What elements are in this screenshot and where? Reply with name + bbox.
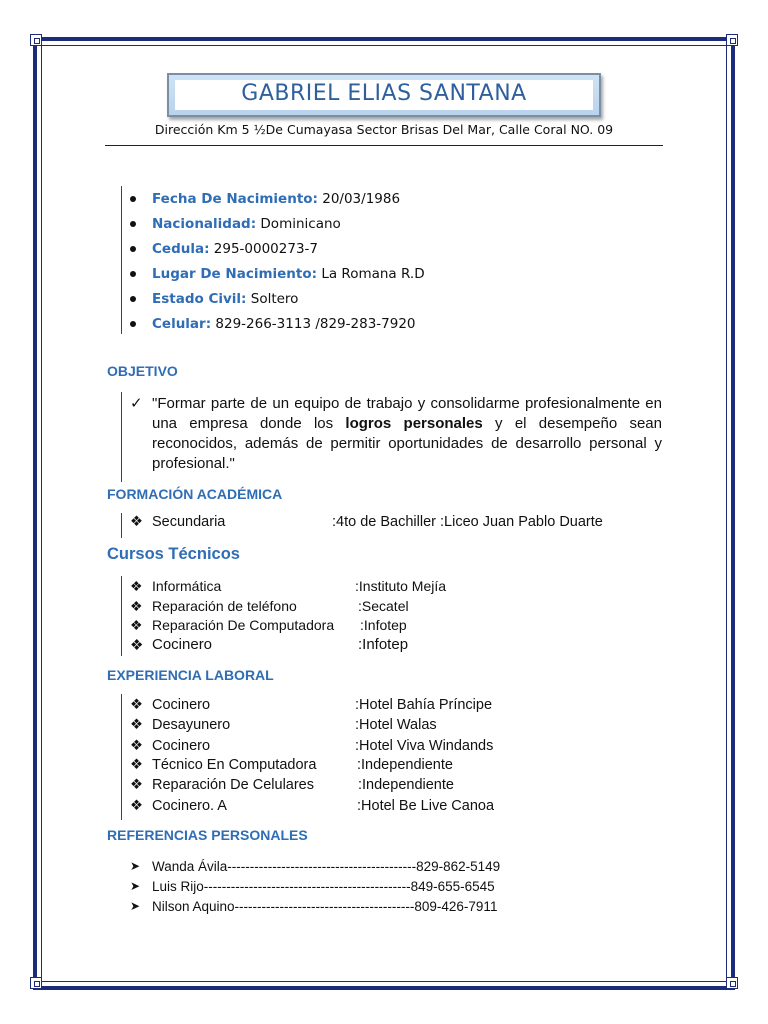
name-banner (167, 73, 601, 117)
bullet-icon (130, 321, 136, 327)
personal-info-item: Cedula: 295-0000273-7 (130, 240, 425, 265)
objective-text: "Formar parte de un equipo de trabajo y consolidarme profesionalmente en una empresa donde los logros personales y el desempeño sean reconocidos, además de permitir oportunidades de desarrollo personal y profesional." (152, 395, 662, 472)
bullet-icon (130, 221, 136, 227)
diamond-bullet-icon: ❖ (130, 798, 143, 814)
diamond-bullet-icon: ❖ (130, 717, 143, 733)
checkmark-icon: ✓ (130, 395, 143, 412)
education-heading: FORMACIÓN ACADÉMICA (107, 486, 283, 502)
diamond-bullet-icon: ❖ (130, 757, 143, 773)
diamond-bullet-icon: ❖ (130, 578, 143, 594)
diamond-bullet-icon: ❖ (130, 738, 143, 754)
diamond-bullet-icon: ❖ (130, 598, 143, 614)
bullet-icon (130, 271, 136, 277)
personal-info-bar (121, 186, 122, 334)
diamond-bullet-icon: ❖ (130, 617, 143, 633)
courses-bar (121, 576, 122, 656)
personal-info-list (130, 190, 425, 340)
personal-info-item: Nacionalidad: Dominicano (130, 215, 425, 240)
experience-bar (121, 694, 122, 820)
corner-ornament-top-right (726, 34, 738, 46)
diamond-bullet-icon: ❖ (130, 514, 143, 530)
arrowhead-bullet-icon: ➤ (130, 879, 141, 893)
diamond-bullet-icon: ❖ (130, 697, 143, 713)
bullet-icon (130, 196, 136, 202)
courses-heading: Cursos Técnicos (107, 545, 240, 563)
personal-info-item: Celular: 829-266-3113 /829-283-7920 (130, 315, 425, 340)
objective-bar (121, 392, 122, 482)
bullet-icon (130, 246, 136, 252)
bullet-icon (130, 296, 136, 302)
personal-info-item: Lugar De Nacimiento: La Romana R.D (130, 265, 425, 290)
references-heading: REFERENCIAS PERSONALES (107, 827, 308, 843)
header-divider (105, 145, 663, 146)
education-bar (121, 513, 122, 538)
corner-ornament-bottom-right (726, 977, 738, 989)
personal-info-item: Fecha De Nacimiento: 20/03/1986 (130, 190, 425, 215)
candidate-name: GABRIEL ELIAS SANTANA (241, 81, 527, 106)
address-line: Dirección Km 5 ½De Cumayasa Sector Brisas Del Mar, Calle Coral NO. 09 (154, 122, 614, 137)
corner-ornament-bottom-left (30, 977, 42, 989)
experience-heading: EXPERIENCIA LABORAL (107, 667, 274, 683)
objective-heading: OBJETIVO (107, 363, 178, 379)
diamond-bullet-icon: ❖ (130, 637, 144, 654)
personal-info-item: Estado Civil: Soltero (130, 290, 425, 315)
corner-ornament-top-left (30, 34, 42, 46)
arrowhead-bullet-icon: ➤ (130, 859, 141, 873)
diamond-bullet-icon: ❖ (130, 777, 143, 793)
arrowhead-bullet-icon: ➤ (130, 899, 141, 913)
